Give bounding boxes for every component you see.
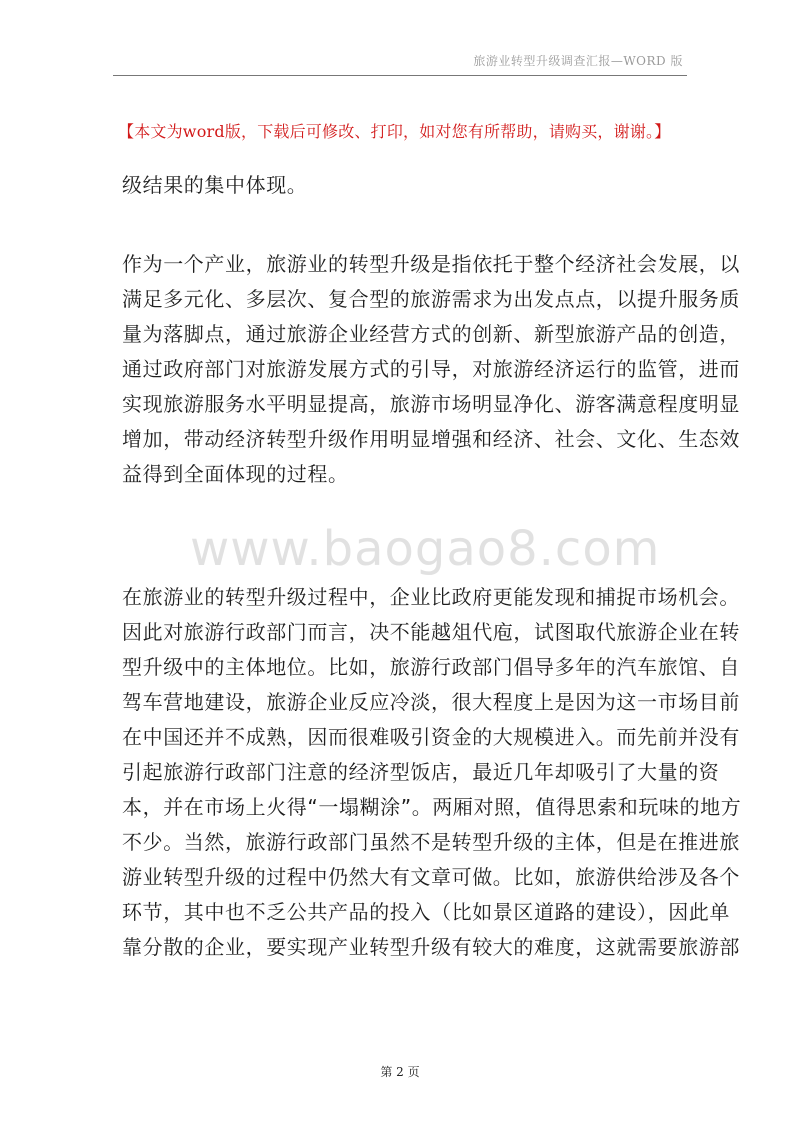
paragraph-line: 在旅游业的转型升级过程中，企业比政府更能发现和捕捉市场机会。 [122, 585, 740, 609]
header-divider [113, 75, 687, 76]
running-header: 旅游业转型升级调查汇报—WORD 版 [473, 54, 683, 68]
paragraph-line: 靠分散的企业，要实现产业转型升级有较大的难度，这就需要旅游部 [122, 935, 740, 959]
paragraph-line: 不少。当然，旅游行政部门虽然不是转型升级的主体，但是在推进旅 [122, 830, 740, 854]
paragraph-line: 作为一个产业，旅游业的转型升级是指依托于整个经济社会发展，以 [122, 252, 740, 276]
paragraph-2 [122, 247, 740, 492]
paragraph-line: 引起旅游行政部门注意的经济型饭店，最近几年却吸引了大量的资 [122, 760, 720, 784]
paragraph-line: 实现旅游服务水平明显提高，旅游市场明显净化、游客满意程度明显 [122, 392, 740, 416]
paragraph-line: 本，并在市场上火得“一塌糊涂”。两厢对照，值得思索和玩味的地方 [122, 795, 742, 819]
paragraph-line: 环节，其中也不乏公共产品的投入（比如景区道路的建设），因此单 [122, 900, 730, 924]
watermark-text: www.baogao8.com [190, 521, 661, 577]
paragraph-3 [122, 580, 742, 965]
paragraph-line: 驾车营地建设，旅游企业反应冷淡，很大程度上是因为这一市场目前 [122, 690, 740, 714]
paragraph-line: 满足多元化、多层次、复合型的旅游需求为出发点点，以提升服务质 [122, 287, 740, 311]
paragraph-line: 益得到全面体现的过程。 [122, 462, 349, 486]
paragraph-line: 在中国还并不成熟，因而很难吸引资金的大规模进入。而先前并没有 [122, 725, 740, 749]
paragraph-line: 级结果的集中体现。 [122, 173, 308, 197]
paragraph-line: 增加，带动经济转型升级作用明显增强和经济、社会、文化、生态效 [122, 427, 740, 451]
paragraph-line: 量为落脚点，通过旅游企业经营方式的创新、新型旅游产品的创造， [122, 322, 740, 346]
paragraph-line: 因此对旅游行政部门而言，决不能越俎代庖，试图取代旅游企业在转 [122, 620, 740, 644]
page-number: 第 2 页 [380, 1065, 420, 1079]
paragraph-line: 游业转型升级的过程中仍然大有文章可做。比如，旅游供给涉及各个 [122, 865, 740, 889]
paragraph-line: 型升级中的主体地位。比如，旅游行政部门倡导多年的汽车旅馆、自 [122, 655, 740, 679]
purchase-notice: 【本文为word版，下载后可修改、打印，如对您有所帮助，请购买，谢谢。】 [118, 122, 671, 141]
paragraph-line: 通过政府部门对旅游发展方式的引导，对旅游经济运行的监管，进而 [122, 357, 740, 381]
paragraph-1 [122, 168, 682, 203]
